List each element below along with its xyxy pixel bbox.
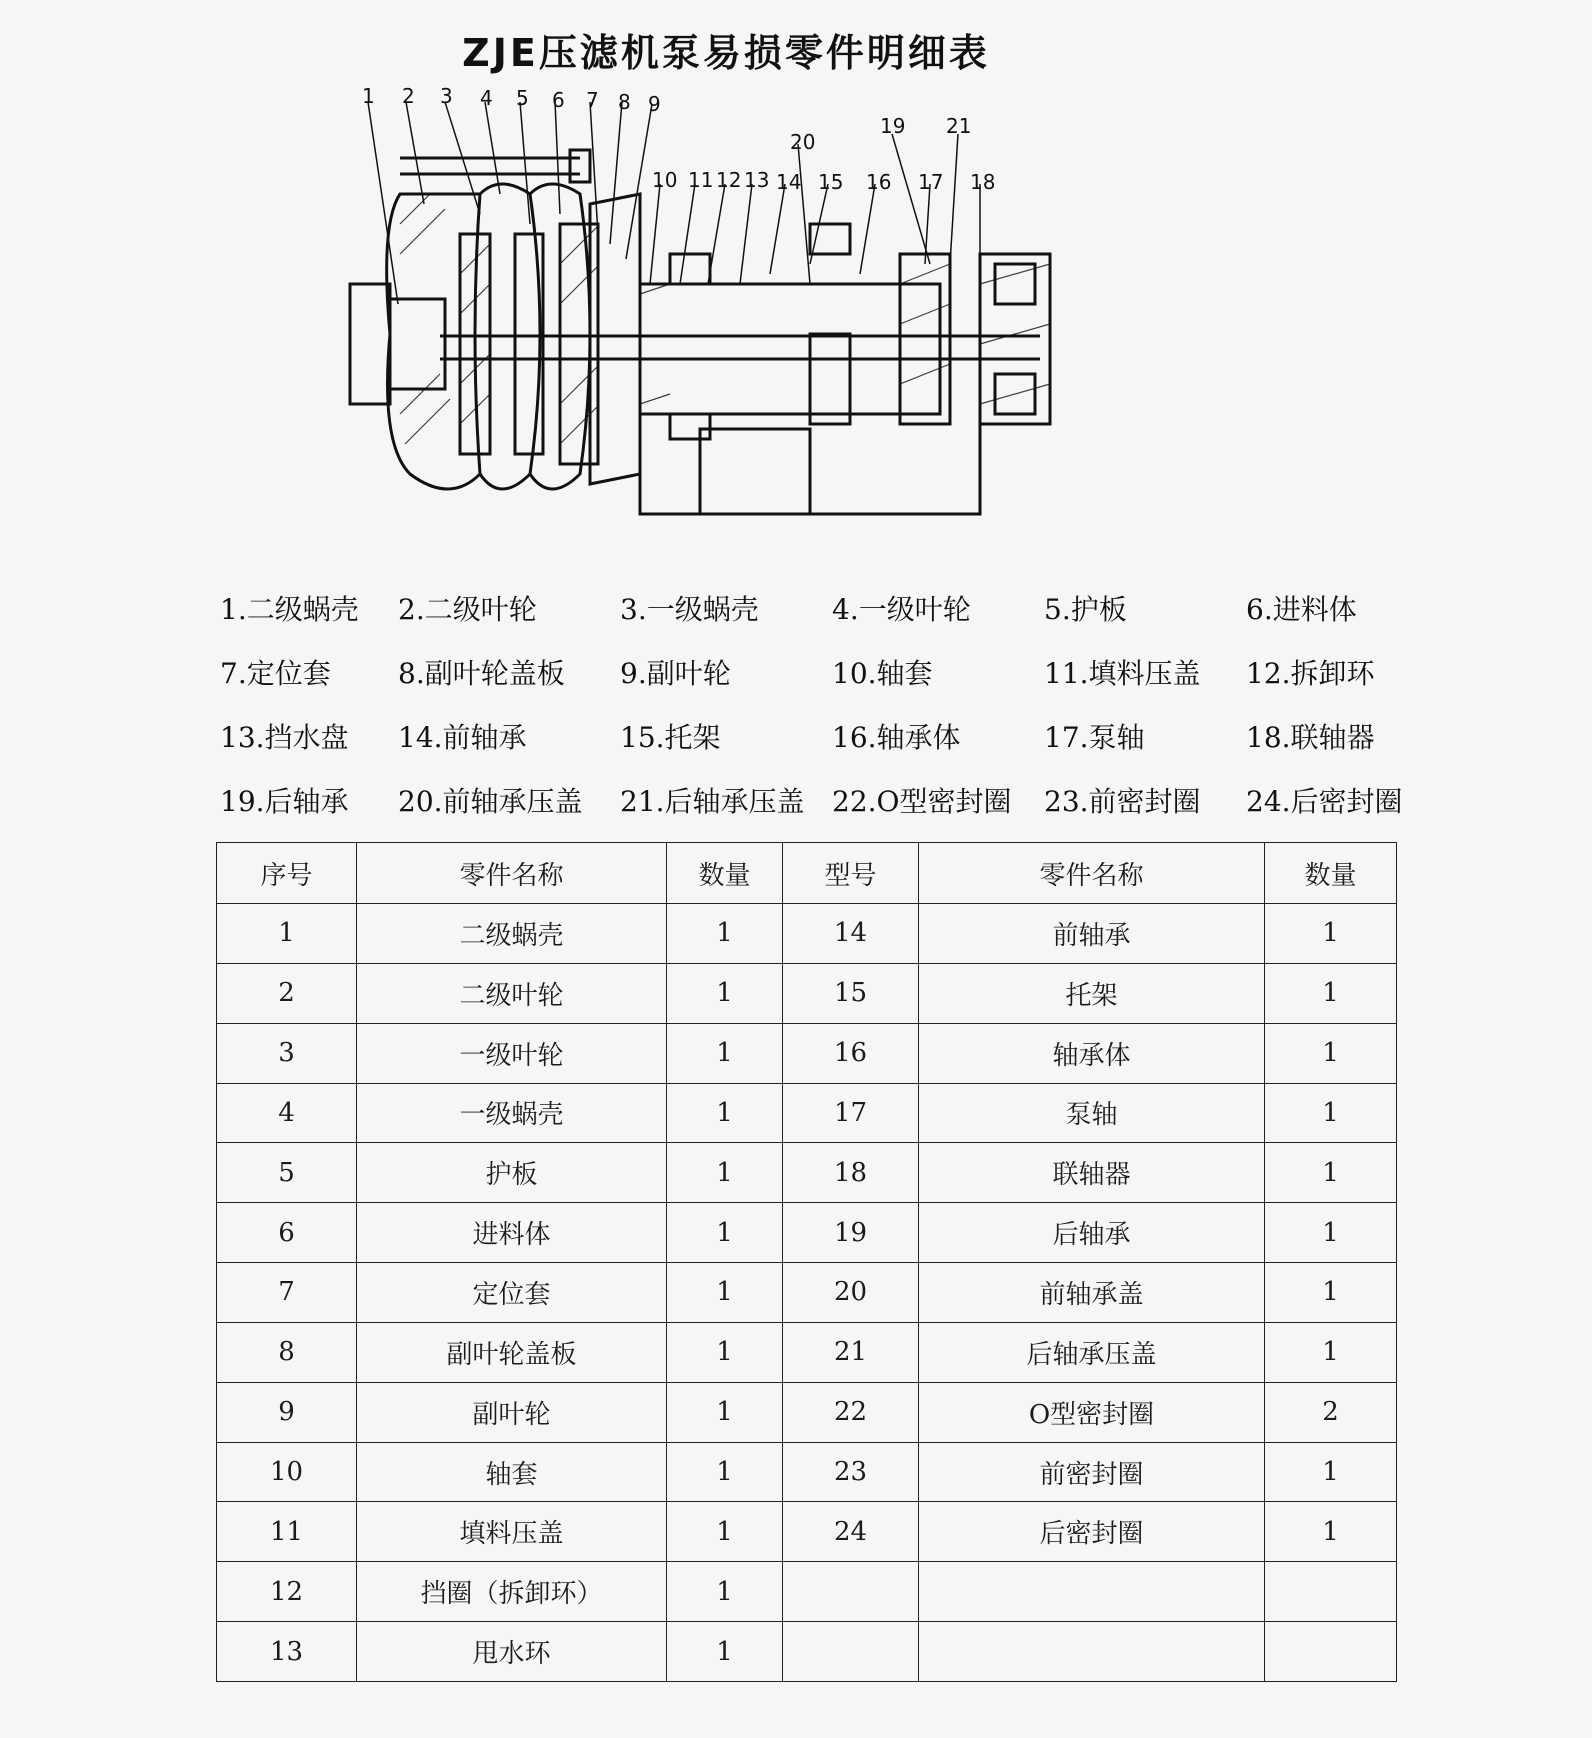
callout-18: 18: [970, 170, 996, 194]
table-cell: 13: [217, 1622, 357, 1682]
table-cell: 1: [1265, 1083, 1397, 1143]
legend-item: 3.一级蜗壳: [620, 593, 759, 626]
table-cell: 1: [667, 1562, 783, 1622]
callout-14: 14: [776, 170, 802, 194]
callout-7: 7: [586, 88, 599, 112]
legend-item: 16.轴承体: [832, 721, 961, 754]
callout-20: 20: [790, 130, 816, 154]
table-cell: 护板: [357, 1143, 667, 1203]
table-cell: 后密封圈: [919, 1502, 1265, 1562]
table-row: [217, 963, 1397, 1023]
legend-item: 9.副叶轮: [620, 657, 731, 690]
table-cell: [919, 1562, 1265, 1622]
table-cell: 后轴承: [919, 1203, 1265, 1263]
table-cell: 后轴承压盖: [919, 1322, 1265, 1382]
header-index: 序号: [217, 843, 357, 904]
table-cell: 16: [783, 1023, 919, 1083]
table-cell: 二级蜗壳: [357, 904, 667, 964]
header-part-name-2: 零件名称: [919, 843, 1265, 904]
legend-item: 21.后轴承压盖: [620, 785, 805, 818]
legend-item: 10.轴套: [832, 657, 933, 690]
callout-16: 16: [866, 170, 892, 194]
table-cell: 1: [667, 963, 783, 1023]
callout-3: 3: [440, 84, 453, 108]
table-cell: 1: [667, 1382, 783, 1442]
table-cell: 轴套: [357, 1442, 667, 1502]
table-cell: 5: [217, 1143, 357, 1203]
table-cell: 联轴器: [919, 1143, 1265, 1203]
legend-item: 23.前密封圈: [1044, 785, 1201, 818]
legend-item: 13.挡水盘: [220, 721, 349, 754]
table-cell: 1: [667, 1322, 783, 1382]
legend-item: 2.二级叶轮: [398, 593, 537, 626]
table-row: [217, 1203, 1397, 1263]
header-quantity-2: 数量: [1265, 843, 1397, 904]
legend-item: 19.后轴承: [220, 785, 349, 818]
table-cell: 21: [783, 1322, 919, 1382]
callout-1: 1: [362, 84, 375, 108]
table-cell: 6: [217, 1203, 357, 1263]
table-row: [217, 1442, 1397, 1502]
table-row: [217, 1622, 1397, 1682]
legend-item: 1.二级蜗壳: [220, 593, 359, 626]
table-cell: 3: [217, 1023, 357, 1083]
table-cell: 1: [1265, 1442, 1397, 1502]
table-cell: 1: [1265, 904, 1397, 964]
callout-4: 4: [480, 86, 493, 110]
table-cell: 8: [217, 1322, 357, 1382]
table-row: [217, 1562, 1397, 1622]
table-cell: 1: [1265, 1502, 1397, 1562]
table-row: [217, 1502, 1397, 1562]
table-cell: 一级叶轮: [357, 1023, 667, 1083]
callout-15: 15: [818, 170, 844, 194]
callout-19: 19: [880, 114, 906, 138]
table-cell: 12: [217, 1562, 357, 1622]
legend-item: 12.拆卸环: [1246, 657, 1375, 690]
table-cell: 前轴承: [919, 904, 1265, 964]
callout-8: 8: [618, 90, 631, 114]
parts-table: [216, 842, 1397, 1682]
table-cell: [783, 1622, 919, 1682]
table-cell: 副叶轮盖板: [357, 1322, 667, 1382]
table-cell: 泵轴: [919, 1083, 1265, 1143]
table-cell: 15: [783, 963, 919, 1023]
table-cell: 托架: [919, 963, 1265, 1023]
legend-item: 4.一级叶轮: [832, 593, 971, 626]
table-row: [217, 1083, 1397, 1143]
legend-item: 8.副叶轮盖板: [398, 657, 565, 690]
table-cell: 22: [783, 1382, 919, 1442]
header-model-number: 型号: [783, 843, 919, 904]
table-cell: 前密封圈: [919, 1442, 1265, 1502]
table-cell: 填料压盖: [357, 1502, 667, 1562]
callout-5: 5: [516, 86, 529, 110]
callout-12: 12: [716, 168, 742, 192]
callout-13: 13: [744, 168, 770, 192]
table-cell: [1265, 1622, 1397, 1682]
callout-17: 17: [918, 170, 944, 194]
legend-item: 14.前轴承: [398, 721, 527, 754]
table-cell: 2: [217, 963, 357, 1023]
table-cell: 24: [783, 1502, 919, 1562]
legend-item: 17.泵轴: [1044, 721, 1145, 754]
table-cell: 14: [783, 904, 919, 964]
parts-legend: [220, 588, 1420, 838]
table-cell: 1: [667, 1442, 783, 1502]
table-cell: 1: [667, 904, 783, 964]
table-cell: 1: [667, 1083, 783, 1143]
table-cell: 1: [667, 1502, 783, 1562]
legend-item: 22.O型密封圈: [832, 785, 1012, 818]
header-part-name: 零件名称: [357, 843, 667, 904]
table-cell: [1265, 1562, 1397, 1622]
table-row: [217, 1322, 1397, 1382]
table-cell: 挡圈（拆卸环）: [357, 1562, 667, 1622]
legend-item: 20.前轴承压盖: [398, 785, 583, 818]
table-cell: [919, 1622, 1265, 1682]
table-cell: 1: [667, 1143, 783, 1203]
callout-11: 11: [688, 168, 714, 192]
table-cell: 1: [667, 1263, 783, 1323]
table-cell: 1: [667, 1622, 783, 1682]
table-cell: 17: [783, 1083, 919, 1143]
legend-item: 15.托架: [620, 721, 721, 754]
legend-item: 7.定位套: [220, 657, 331, 690]
legend-item: 24.后密封圈: [1246, 785, 1403, 818]
legend-item: 11.填料压盖: [1044, 657, 1201, 690]
table-cell: 二级叶轮: [357, 963, 667, 1023]
callout-21: 21: [946, 114, 972, 138]
table-cell: 7: [217, 1263, 357, 1323]
table-row: [217, 904, 1397, 964]
table-cell: 4: [217, 1083, 357, 1143]
legend-item: 6.进料体: [1246, 593, 1357, 626]
table-header-row: [217, 843, 1397, 904]
header-quantity: 数量: [667, 843, 783, 904]
table-cell: 进料体: [357, 1203, 667, 1263]
table-cell: 1: [1265, 963, 1397, 1023]
table-cell: 1: [1265, 1203, 1397, 1263]
pump-cross-section-drawing: [340, 84, 1140, 584]
legend-item: 5.护板: [1044, 593, 1127, 626]
table-cell: 前轴承盖: [919, 1263, 1265, 1323]
table-cell: 1: [1265, 1263, 1397, 1323]
table-cell: 定位套: [357, 1263, 667, 1323]
table-row: [217, 1382, 1397, 1442]
document-title: ZJE压滤机泵易损零件明细表: [462, 31, 990, 75]
callout-9: 9: [648, 92, 661, 116]
table-cell: 甩水环: [357, 1622, 667, 1682]
table-row: [217, 1023, 1397, 1083]
callout-2: 2: [402, 84, 415, 108]
table-cell: 18: [783, 1143, 919, 1203]
table-cell: 23: [783, 1442, 919, 1502]
callout-10: 10: [652, 168, 678, 192]
table-cell: 9: [217, 1382, 357, 1442]
table-cell: 20: [783, 1263, 919, 1323]
table-row: [217, 1143, 1397, 1203]
table-cell: 11: [217, 1502, 357, 1562]
table-cell: 19: [783, 1203, 919, 1263]
table-cell: 1: [667, 1203, 783, 1263]
table-cell: 1: [1265, 1322, 1397, 1382]
table-row: [217, 1263, 1397, 1323]
table-cell: 轴承体: [919, 1023, 1265, 1083]
table-cell: 1: [217, 904, 357, 964]
table-cell: 副叶轮: [357, 1382, 667, 1442]
table-cell: 1: [1265, 1023, 1397, 1083]
table-cell: 1: [667, 1023, 783, 1083]
table-cell: 1: [1265, 1143, 1397, 1203]
legend-item: 18.联轴器: [1246, 721, 1375, 754]
table-cell: 一级蜗壳: [357, 1083, 667, 1143]
table-cell: 10: [217, 1442, 357, 1502]
callout-6: 6: [552, 88, 565, 112]
table-cell: O型密封圈: [919, 1382, 1265, 1442]
table-cell: [783, 1562, 919, 1622]
table-cell: 2: [1265, 1382, 1397, 1442]
